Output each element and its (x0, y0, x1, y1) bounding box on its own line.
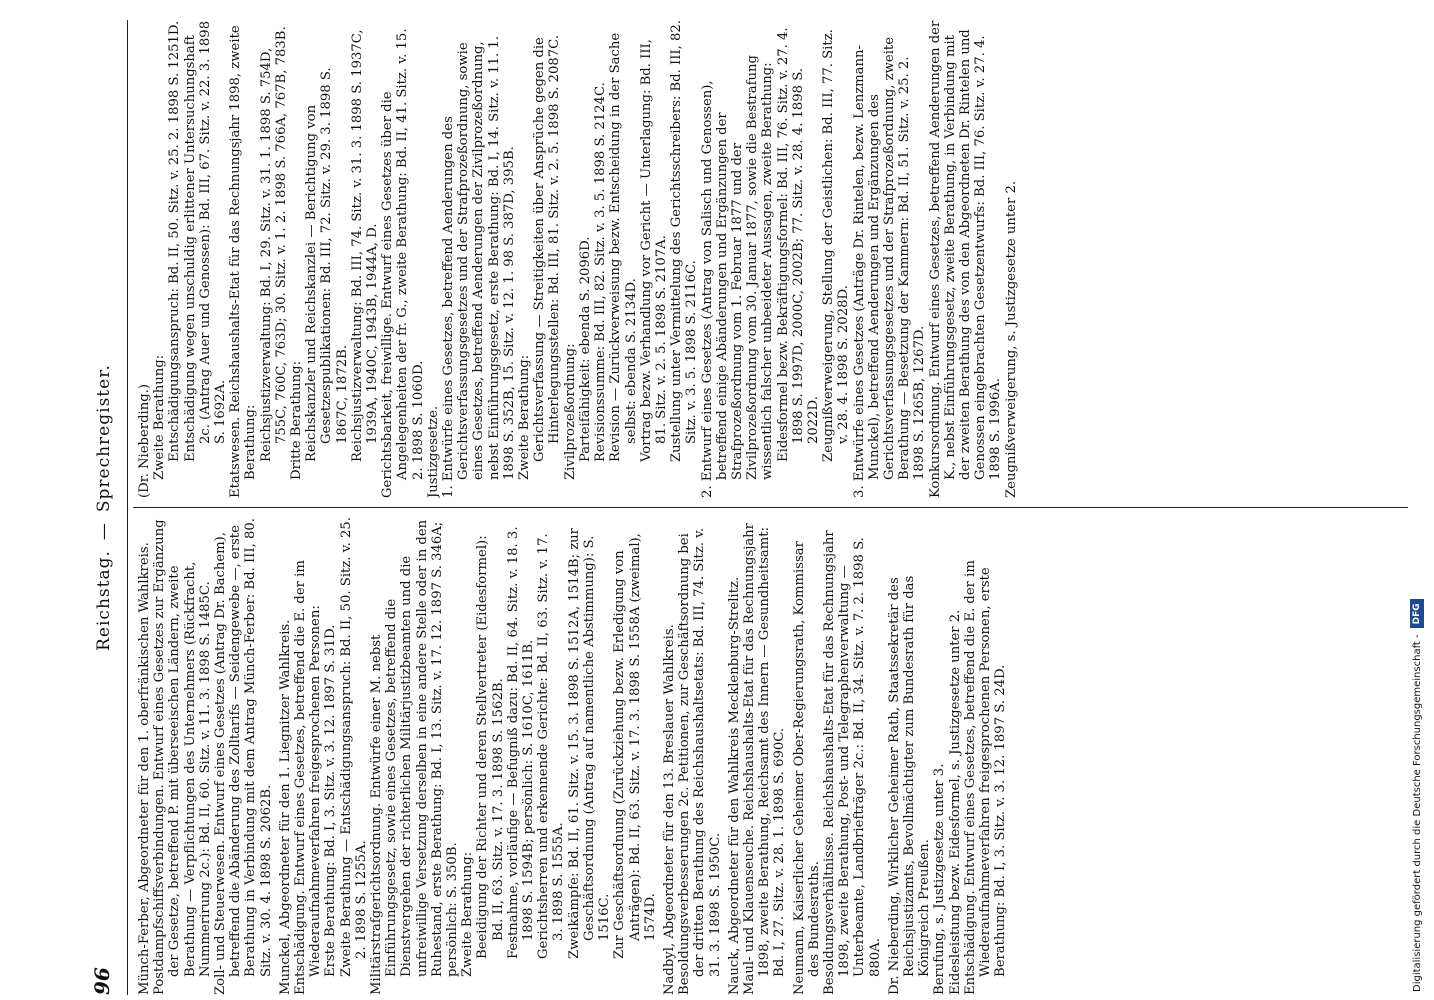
entry-nieberding: Dr. Nieberding, Wirklicher Geheimer Rath, Staatssekretär des Reichsjustizamts, Bevollmächtigter zum Bundesrath für das Königreich Preußen. (886, 575, 933, 995)
right-column (137, 20, 1407, 498)
entry-reichsjustizverwaltung: Reichsjustizverwaltung: Bd. I, 29. Sitz. v. 31. 1. 1898 S. 754D, 755C, 760C, 763D; 30. Sitz. v. 1. 2. 1898 S. 766A, 767B, 783B. (258, 26, 289, 462)
page-number: 96 (90, 967, 114, 995)
entry-reichsjustizverwaltung-dritte: Reichsjustizverwaltung: Bd. III, 74. Sitz. v. 31. 3. 1898 S. 1937C, 1939A, 1940C, 1943B, 1944A, D. (349, 29, 381, 462)
entry-zeugnissverweigerung-ref: Zeugnißverweigerung, s. Justizgesetze unter 2. (1003, 180, 1019, 498)
entry-munckel: Munckel, Abgeordneter für den 1. Liegnitzer Wahlkreis. (277, 619, 293, 995)
entry-vortrag: Vortrag bezw. Verhandlung vor Gericht — Unterlagung: Bd. III, 81. Sitz. v. 2. 5. 1898 S. 2107A. (638, 39, 669, 462)
title-reichstag: Reichstag. (94, 550, 114, 651)
entry-militaerstrafgerichtsordnung: Militärstrafgerichtsordnung. Entwürfe einer M. nebst Einführungsgesetz, sowie eines Gesetzes, betreffend die Dienstvergehen der richterlichen Militärjustizbeamten und die unfreiwillige Versetzung derselben in eine andere Stelle oder in den Ruhestand, erste Berathung: Bd. I, 13. Sitz. v. 17. 12. 1897 S. 346A; persönlich: S. 350B. (369, 519, 461, 995)
entry-nieberding-continued: (Dr. Nieberding.) (137, 384, 152, 498)
entry-maul-klauenseuche: Maul- und Klauenseuche. Reichshaushalts-Etat für das Rechnungsjahr 1898, zweite Berathung, Reichsamt des Innern — Gesundheitsamt: Bd. I, 27. Sitz. v. 28. 1. 1898 S. 690C. (741, 523, 788, 995)
entry-etatswesen: Etatswesen. Reichshaushalts-Etat für das Rechnungsjahr 1898, zweite Berathung: (228, 25, 259, 498)
entry-postdampfschiff: Postdampfschiffsverbindungen. Entwurf eines Gesetzes zur Ergänzung der Gesetze, betreffend P. mit überseeischen Ländern, zweite Berathung — Verpflichtungen des Unternehmers (Rückfracht, Nummerirung 2c.): Bd. II, 60. Sitz. v. 11. 3. 1898 S. 1485C. (152, 519, 213, 995)
entry-entschaedigung-nieberding: Entschädigung. Entwurf eines Gesetzes, betreffend die E. der im Wiederaufnahmeverfahren freigesprochenen Personen, erste Berathung: Bd. I, 3. Sitz. v. 3. 12. 1897 S. 24D. (962, 560, 1009, 995)
entry-zoll-steuerwesen: Zoll- und Steuerwesen. Entwurf eines Gesetzes (Antrag Dr. Bachem), betreffend die Abänderung des Zolltarifs — Seidengewebe —, erste Berathung in Verbindung mit dem Antrag Münch-Ferber: Bd. III, 80. Sitz. v. 30. 4. 1898 S. 2062B. (213, 518, 274, 995)
entry-festnahme: Festnahme, vorläufige — Befugniß dazu: Bd. II, 64. Sitz. v. 18. 3. 1898 S. 1594B; persönlich: S. 1610C, 1611B. (505, 526, 537, 959)
page-title (90, 20, 114, 995)
entry-entschaedigung: Entschädigung. Entwurf eines Gesetzes, betreffend die E. der im Wiederaufnahmeverfahren freigesprochenen Personen: (293, 560, 324, 995)
entry-justizgesetze: Justizgesetze. (425, 405, 441, 498)
rotated-page (90, 20, 1415, 995)
entry-zweite-berathung-1: Zweite Berathung: (517, 354, 533, 480)
title-sprechregister: Sprechregister. (94, 364, 114, 513)
entry-entschaedigungsanspruch: Entschädigungsanspruch: Bd. II, 50. Sitz. v. 25. 2. 1898 S. 1251D. (167, 20, 183, 462)
entry-nauck: Nauck, Abgeordneter für den Wahlkreis Mecklenburg-Strelitz. (726, 576, 742, 995)
entry-justizgesetze-2: 2. Entwurf eines Gesetzes (Antrag von Salisch und Genossen), betreffend einige Abänderungen und Ergänzungen der Strafprozeßordnung vom 1. Februar 1877 und der Zivilprozeßordnung vom 30. Januar 1877, sowie die Bestrafung wissentlich falscher unbeeideter Aussagen, zweite Berathung: (699, 55, 776, 498)
entry-eidesformel: Eidesformel bezw. Bekräftigungsformel: Bd. III, 76. Sitz. v. 27. 4. 1898 S. 1997D, 2000C, 2002B; 77. Sitz. v. 28. 4. 1898 S. 2022D. (775, 27, 821, 462)
entry-untersuchungshaft: Entschädigung wegen unschuldig erlittener Untersuchungshaft 2c. (Antrag Auer und Genossen): Bd. III, 67. Sitz. v. 22. 3. 1898 S. 1692A. (182, 20, 229, 462)
left-column (137, 517, 1407, 995)
credit-text: Digitalisierung gefördert durch die Deutsche Forschungsgemeinschaft - (1412, 634, 1423, 992)
entry-revisionssumme: Revisionssumme: Bd. III, 82. Sitz. v. 3. 5. 1898 S. 2124C. (593, 82, 609, 462)
entry-zustellung: Zustellung unter Vermittelung des Gerichtsschreibers: Bd. III, 82. Sitz. v. 3. 5. 1898 S. 2116C. (669, 20, 700, 462)
entry-revision: Revision — Zurückverweisung bezw. Entscheidung in der Sache selbst: ebenda S. 2134D. (608, 32, 639, 462)
entry-nadbyl: Nadbyl, Abgeordneter für den 13. Breslauer Wahlkreis. (661, 624, 677, 995)
entry-berufung: Berufung, s. Justizgesetze unter 3. (932, 763, 948, 995)
entry-zeugnissverweigerung: Zeugnißverweigerung, Stellung der Geistlichen: Bd. III, 77. Sitz. v. 28. 4. 1898 S. 2028D. (821, 29, 852, 462)
entry-neumann: Neumann, Kaiserlicher Geheimer Ober-Regierungsrath, Kommissar des Bundesraths. (791, 541, 822, 995)
entry-besoldungsverhaeltnisse: Besoldungsverhältnisse. Reichshaushalts-Etat für das Rechnungsjahr 1898, zweite Berathung, Post- und Telegraphenverwaltung — Unterbeamte, Landbriefträger 2c.: Bd. II, 34. Sitz. v. 7. 2. 1898 S. 880A. (821, 530, 883, 995)
header-rule (127, 20, 128, 995)
column-divider (133, 507, 1408, 508)
digitisation-credit (1408, 2, 1428, 992)
entry-muench-ferber: Münch-Ferber, Abgeordneter für den 1. oberfränkischen Wahlkreis. (137, 542, 152, 995)
entry-justizgesetze-3: 3. Entwürfe eines Gesetzes (Anträge Dr. Rintelen, bezw. Lenzmann-Munckel), betreffend Aenderungen und Ergänzungen des Gerichtsverfassungsgesetzes und der Strafprozeßordnung, zweite Berathung — Besetzung der Kammern: Bd. II, 51. Sitz. v. 25. 2. 1898 S. 1265B, 1267D. (851, 36, 928, 498)
entry-besoldungsverbesserungen: Besoldungsverbesserungen 2c. Petitionen, zur Geschäftsordnung bei der dritten Berathung des Reichshaushaltsetats: Bd. III, 74. Sitz. v. 31. 3. 1898 S. 1950C. (677, 527, 723, 995)
entry-zweikaempfe: Zweikämpfe: Bd. II, 61. Sitz. v. 15. 3. 1898 S. 1512A, 1514B; zur Geschäftsordnung (Antrag auf namentliche Abstimmung): S. 1516C. (566, 528, 613, 959)
entry-erste-berathung: Erste Berathung: Bd. I, 3. Sitz. v. 3. 12. 1897 S. 31D. (323, 624, 339, 977)
entry-zweite-berathung-r: Zweite Berathung: (152, 354, 168, 480)
entry-reichskanzler: Reichskanzler und Reichskanzlei — Berichtigung von Gesetzespublikationen: Bd. III, 72. Sitz. v. 29. 3. 1898 S. 1867C, 1872B. (304, 67, 350, 462)
entry-konkursordnung: Konkursordnung. Entwurf eines Gesetzes, betreffend Aenderungen der K., nebst Einführungsgesetz, zweite Berathung, in Verbindung mit der zweiten Berathung des von den Abgeordneten Dr. Rintelen und Genossen eingebrachten Gesetzentwurfs: Bd. III, 76. Sitz. v. 27. 4. 1898 S. 1996A. (927, 20, 1004, 498)
entry-justizgesetze-1: 1. Entwürfe eines Gesetzes, betreffend Aenderungen des Gerichtsverfassungsgesetzes und der Strafprozeßordnung, sowie eines Gesetzes, betreffend Aenderungen der Zivilprozeßordnung, nebst Einführungsgesetz, erste Berathung: Bd. I, 14. Sitz. v. 11. 1. 1898 S. 352B, 15. Sitz. v. 12. 1. 98 S. 387D, 395B. (441, 35, 517, 498)
entry-zweite-berathung-heading: Zweite Berathung: (460, 851, 476, 977)
entry-gerichtsherren: Gerichtsherren und erkennende Gerichte: Bd. II, 63. Sitz. v. 17. 3. 1898 S. 1555A. (536, 533, 567, 959)
entry-gerichtsbarkeit: Gerichtsbarkeit, freiwillige. Entwurf eines Gesetzes über die Angelegenheiten der fr. G., zweite Berathung: Bd. II, 41. Sitz. v. 15. 2. 1898 S. 1060D. (380, 28, 426, 498)
entry-geschaeftsordnung: Zur Geschäftsordnung (Zurückziehung bezw. Erledigung von Anträgen): Bd. II, 63. Sitz. v. 17. 3. 1898 S. 1558A (zweimal), 1574D. (612, 533, 658, 959)
entry-eidesleistung: Eidesleistung bezw. Eidesformel, s. Justizgesetze unter 2. (947, 609, 963, 995)
entry-zweite-berathung: Zweite Berathung — Entschädigungsanspruch: Bd. II, 50. Sitz. v. 25. 2. 1898 S. 1255A. (338, 517, 369, 977)
entry-parteifaehigkeit: Parteifähigkeit: ebenda S. 2096D. (577, 236, 593, 462)
title-dash: — (94, 522, 114, 541)
entry-gerichtsverfassung: Gerichtsverfassung — Streitigkeiten über Ansprüche gegen die Hinterlegungsstellen: Bd. III, 81. Sitz. v. 2. 5. 1898 S. 2087C. (532, 35, 563, 462)
page-header (90, 20, 123, 995)
entry-dritte-berathung: Dritte Berathung: (289, 360, 305, 480)
entry-zivilprozessordnung: Zivilprozeßordnung: (562, 343, 578, 480)
entry-beeidigung: Beeidigung der Richter und deren Stellvertreter (Eidesformel): Bd. II, 63. Sitz. v. 17. 3. 1898 S. 1562B. (475, 535, 506, 959)
dfg-logo: DFG (1410, 599, 1424, 628)
